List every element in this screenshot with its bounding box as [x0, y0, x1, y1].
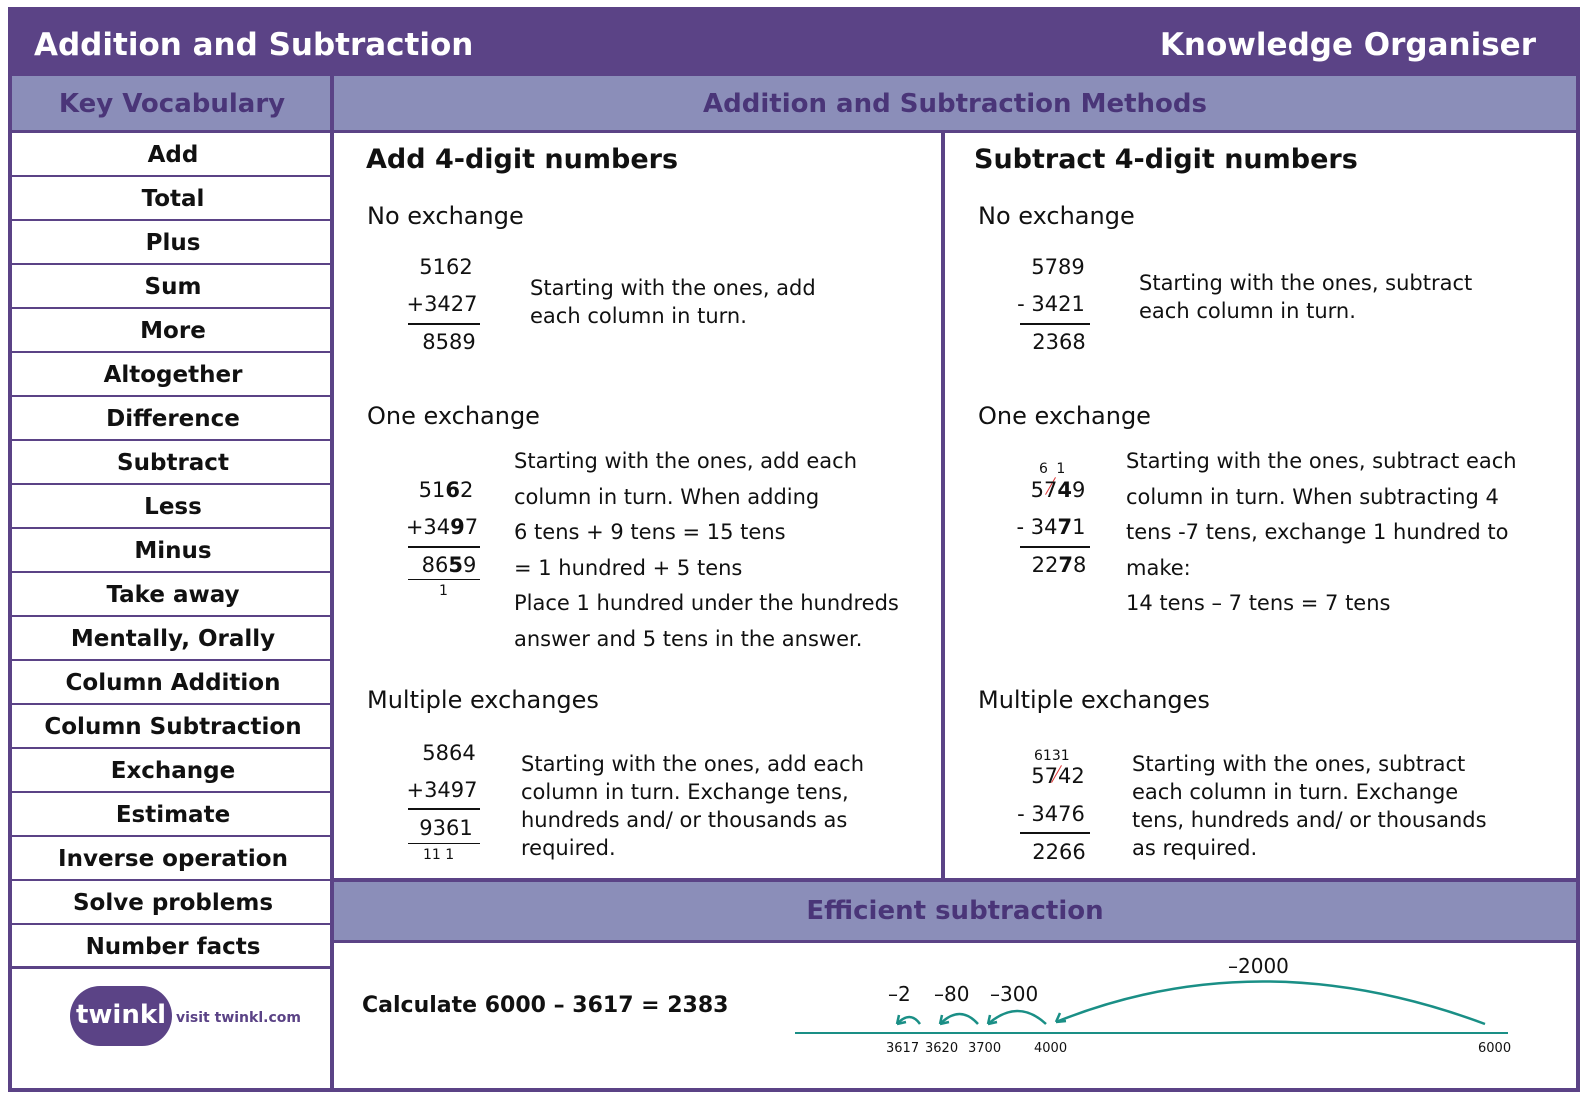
efficient-top-rule [334, 878, 1576, 882]
add-one-exchange-carry: 1 [439, 583, 448, 599]
vocab-item: Add [12, 133, 334, 177]
add-multiple-answer: 9361 [419, 816, 473, 840]
vocab-item: Column Subtraction [12, 705, 334, 749]
vocab-item: Take away [12, 573, 334, 617]
vocab-item: More [12, 309, 334, 353]
subtract-no-exchange-answer: 2368 [1032, 330, 1086, 354]
vocabulary-heading: Key Vocabulary [12, 76, 332, 132]
subtract-no-exchange-desc: Starting with the ones, subtract each column in turn. [1139, 271, 1473, 323]
add-multiple-line [408, 808, 480, 810]
efficient-band-rule [334, 940, 1576, 943]
add-no-exchange-answer: 8589 [422, 330, 476, 354]
add-no-exchange-top: 5162 [419, 255, 473, 279]
vocab-item: Number facts [12, 925, 334, 969]
twinkl-logo[interactable]: twinkl [70, 986, 172, 1046]
vocab-item: Subtract [12, 441, 334, 485]
subtract-multiple-answer: 2266 [1032, 840, 1086, 864]
subtract-multiple-top: 5742 [1031, 764, 1085, 788]
tick-label: 3617 [886, 1041, 920, 1056]
subtract-one-exchange-top: 5749 [1030, 478, 1086, 502]
subtract-no-exchange-bottom: - 3421 [1017, 292, 1085, 316]
efficient-calculation: Calculate 6000 – 3617 = 2383 [362, 993, 729, 1018]
methods-top-rule [334, 130, 1576, 133]
tick-label: 6000 [1478, 1041, 1512, 1056]
add-no-exchange-line [408, 323, 480, 325]
add-no-exchange-bottom: +3427 [406, 292, 478, 316]
vocab-item: Sum [12, 265, 334, 309]
jump-label: –2000 [1228, 954, 1289, 978]
jump-label: –2 [888, 982, 911, 1006]
subtract-no-exchange-label: No exchange [978, 202, 1135, 230]
twinkl-link[interactable]: visit twinkl.com [176, 1010, 301, 1026]
efficient-heading: Efficient subtraction [334, 880, 1576, 942]
subtract-multiple-desc: Starting with the ones, subtract each column in turn. Exchange tens, hundreds and/ or thousands as required. [1132, 752, 1487, 860]
add-no-exchange-desc: Starting with the ones, add each column in turn. [530, 276, 816, 328]
vocab-item: Plus [12, 221, 334, 265]
add-multiple-label: Multiple exchanges [367, 686, 599, 714]
add-one-exchange-carry-line [408, 579, 480, 580]
add-one-exchange-answer: 8659 [421, 553, 477, 577]
vocab-item: Less [12, 485, 334, 529]
page-subtitle: Knowledge Organiser [1159, 27, 1536, 63]
subtract-one-exchange-marks: 6 1 [1039, 461, 1068, 477]
tick-label: 3620 [925, 1041, 959, 1056]
jump-arc-2000 [1056, 981, 1485, 1024]
subtract-one-exchange-answer: 2278 [1031, 553, 1087, 577]
subtract-one-exchange-label: One exchange [978, 402, 1151, 430]
tick-label: 3700 [968, 1041, 1002, 1056]
vocab-item: Estimate [12, 793, 334, 837]
add-one-exchange-line [408, 546, 480, 548]
add-one-exchange-bottom: +3497 [405, 515, 479, 539]
vocab-item: Inverse operation [12, 837, 334, 881]
subtract-multiple-bottom: - 3476 [1017, 802, 1085, 826]
subtract-no-exchange-line [1020, 323, 1090, 325]
add-multiple-carry-line [408, 843, 480, 844]
vocab-item: Exchange [12, 749, 334, 793]
vocab-item: Minus [12, 529, 334, 573]
vocab-item: Altogether [12, 353, 334, 397]
add-one-exchange-top: 5162 [418, 478, 474, 502]
vocab-item: Difference [12, 397, 334, 441]
page-title: Addition and Subtraction [34, 27, 474, 63]
add-one-exchange-desc: Starting with the ones, add each column in turn. When adding 6 tens + 9 tens = 15 tens = 1 hundred + 5 tens Place 1 hundred under the hundreds answer and 5 tens in the answer. [514, 449, 899, 651]
jump-label: –300 [990, 982, 1039, 1006]
vocab-item: Mentally, Orally [12, 617, 334, 661]
subtract-one-exchange-line [1020, 546, 1090, 548]
add-title: Add 4-digit numbers [366, 144, 679, 175]
subtract-one-exchange-bottom: - 3471 [1016, 515, 1086, 539]
subtract-no-exchange-top: 5789 [1031, 255, 1085, 279]
add-multiple-desc: Starting with the ones, add each column in turn. Exchange tens, hundreds and/ or thousands as required. [521, 752, 865, 860]
vocab-item: Solve problems [12, 881, 334, 925]
subtract-multiple-line [1020, 832, 1090, 834]
jump-label: –80 [934, 982, 970, 1006]
add-no-exchange-label: No exchange [367, 202, 524, 230]
subtract-multiple-marks: 6131 [1034, 748, 1070, 764]
title-bar [8, 7, 1580, 76]
add-multiple-bottom: +3497 [406, 778, 478, 802]
add-one-exchange-label: One exchange [367, 402, 540, 430]
add-multiple-carry: 11 1 [423, 847, 455, 863]
methods-divider [941, 132, 945, 882]
subtract-multiple-label: Multiple exchanges [978, 686, 1210, 714]
vocab-item: Total [12, 177, 334, 221]
tick-label: 4000 [1034, 1041, 1068, 1056]
add-multiple-top: 5864 [422, 741, 476, 765]
subtract-one-exchange-desc: Starting with the ones, subtract each column in turn. When subtracting 4 tens -7 tens, exchange 1 hundred to make: 14 tens – 7 tens = 7 tens [1126, 449, 1517, 615]
vocab-item: Column Addition [12, 661, 334, 705]
methods-heading: Addition and Subtraction Methods [334, 76, 1576, 132]
subtract-title: Subtract 4-digit numbers [974, 144, 1358, 175]
